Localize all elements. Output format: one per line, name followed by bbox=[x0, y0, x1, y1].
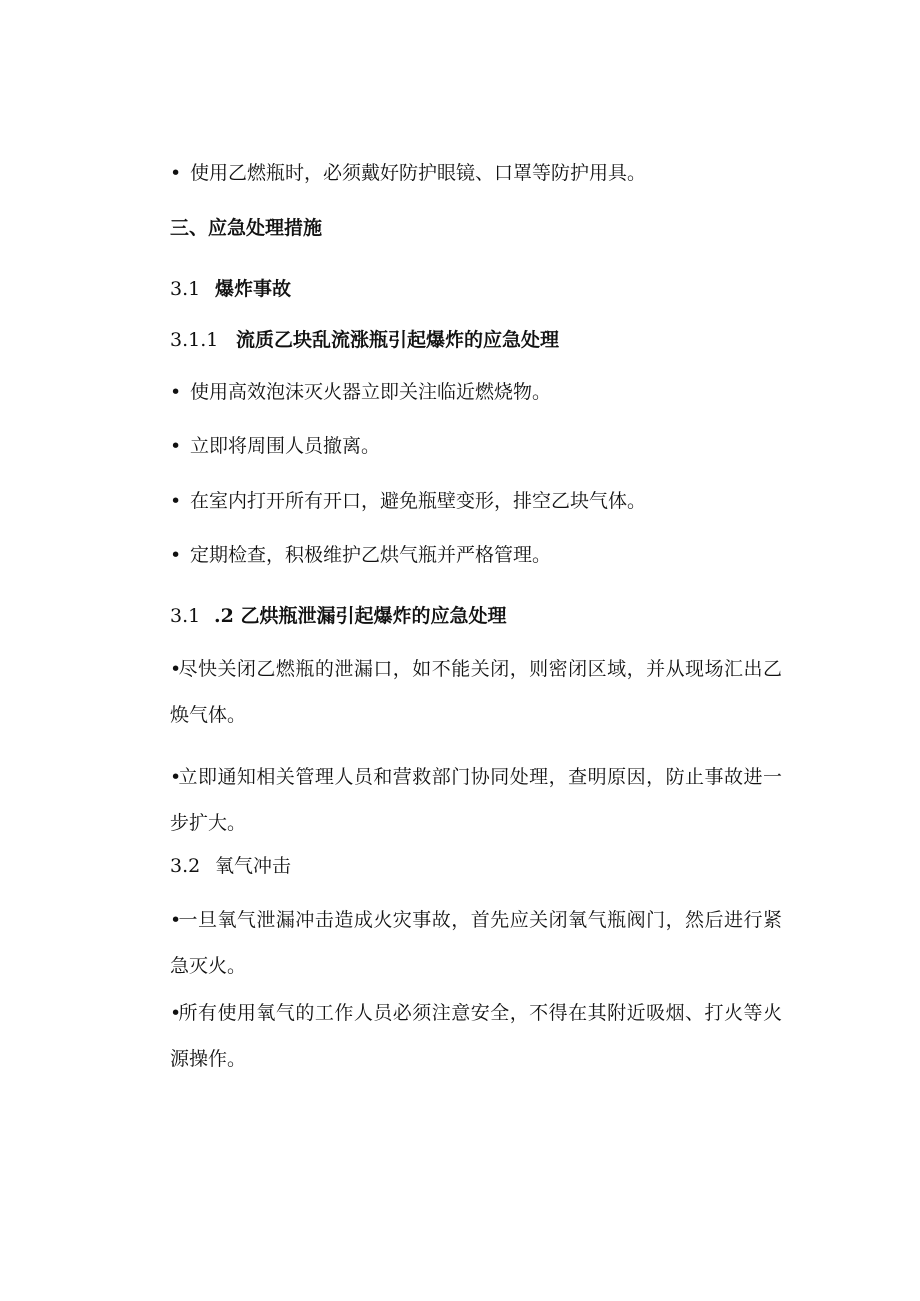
subsection-number: 3.1 bbox=[170, 278, 201, 300]
paragraph bbox=[170, 990, 782, 1082]
subsection-heading bbox=[170, 853, 291, 879]
paragraph-text: 所有使用氧气的工作人员必须注意安全，不得在其附近吸烟、打火等火源操作。 bbox=[170, 1002, 782, 1070]
bullet-icon: • bbox=[170, 381, 182, 403]
subsubsection-number: 3.1.1 bbox=[170, 329, 219, 351]
bullet-icon: • bbox=[170, 162, 182, 184]
list-item bbox=[170, 488, 646, 514]
subsubsection-heading bbox=[170, 603, 506, 629]
bullet-text: 使用高效泡沫灭火器立即关注临近燃烧物。 bbox=[190, 381, 552, 403]
paragraph bbox=[170, 754, 782, 846]
list-item bbox=[170, 433, 380, 459]
bullet-icon: • bbox=[170, 490, 182, 512]
bullet-icon: • bbox=[170, 1002, 182, 1024]
bullet-text: 立即将周围人员撤离。 bbox=[190, 435, 381, 457]
subsection-number: 3.2 bbox=[170, 855, 201, 877]
paragraph-text: 一旦氧气泄漏冲击造成火灾事故，首先应关闭氧气瓶阀门，然后进行紧急灭火。 bbox=[170, 909, 782, 977]
paragraph-text: 立即通知相关管理人员和营救部门协同处理，查明原因，防止事故进一步扩大。 bbox=[170, 766, 782, 834]
bullet-icon: • bbox=[170, 544, 182, 566]
subsubsection-title: 流质乙块乱流涨瓶引起爆炸的应急处理 bbox=[236, 329, 560, 351]
bullet-text: 定期检查，积极维护乙烘气瓶并严格管理。 bbox=[190, 544, 552, 566]
subsubsection-title: .2 乙烘瓶泄漏引起爆炸的应急处理 bbox=[214, 605, 507, 627]
subsubsection-heading bbox=[170, 327, 559, 353]
list-item bbox=[170, 160, 646, 186]
subsubsection-number: 3.1 bbox=[170, 605, 201, 627]
bullet-icon: • bbox=[170, 766, 182, 788]
bullet-text: 使用乙燃瓶时，必须戴好防护眼镜、口罩等防护用具。 bbox=[190, 162, 647, 184]
bullet-icon: • bbox=[170, 909, 182, 931]
list-item bbox=[170, 379, 551, 405]
subsection-heading bbox=[170, 276, 291, 302]
bullet-icon: • bbox=[170, 435, 182, 457]
subsection-title: 爆炸事故 bbox=[215, 278, 292, 300]
list-item bbox=[170, 542, 551, 568]
paragraph bbox=[170, 897, 782, 989]
section-heading: 三、应急处理措施 bbox=[170, 217, 323, 239]
paragraph bbox=[170, 646, 782, 738]
paragraph-text: 尽快关闭乙燃瓶的泄漏口，如不能关闭，则密闭区域，并从现场汇出乙焕气体。 bbox=[170, 658, 782, 726]
bullet-icon: • bbox=[170, 658, 182, 680]
bullet-text: 在室内打开所有开口，避免瓶壁变形，排空乙块气体。 bbox=[190, 490, 647, 512]
subsection-title: 氧气冲击 bbox=[215, 855, 292, 877]
